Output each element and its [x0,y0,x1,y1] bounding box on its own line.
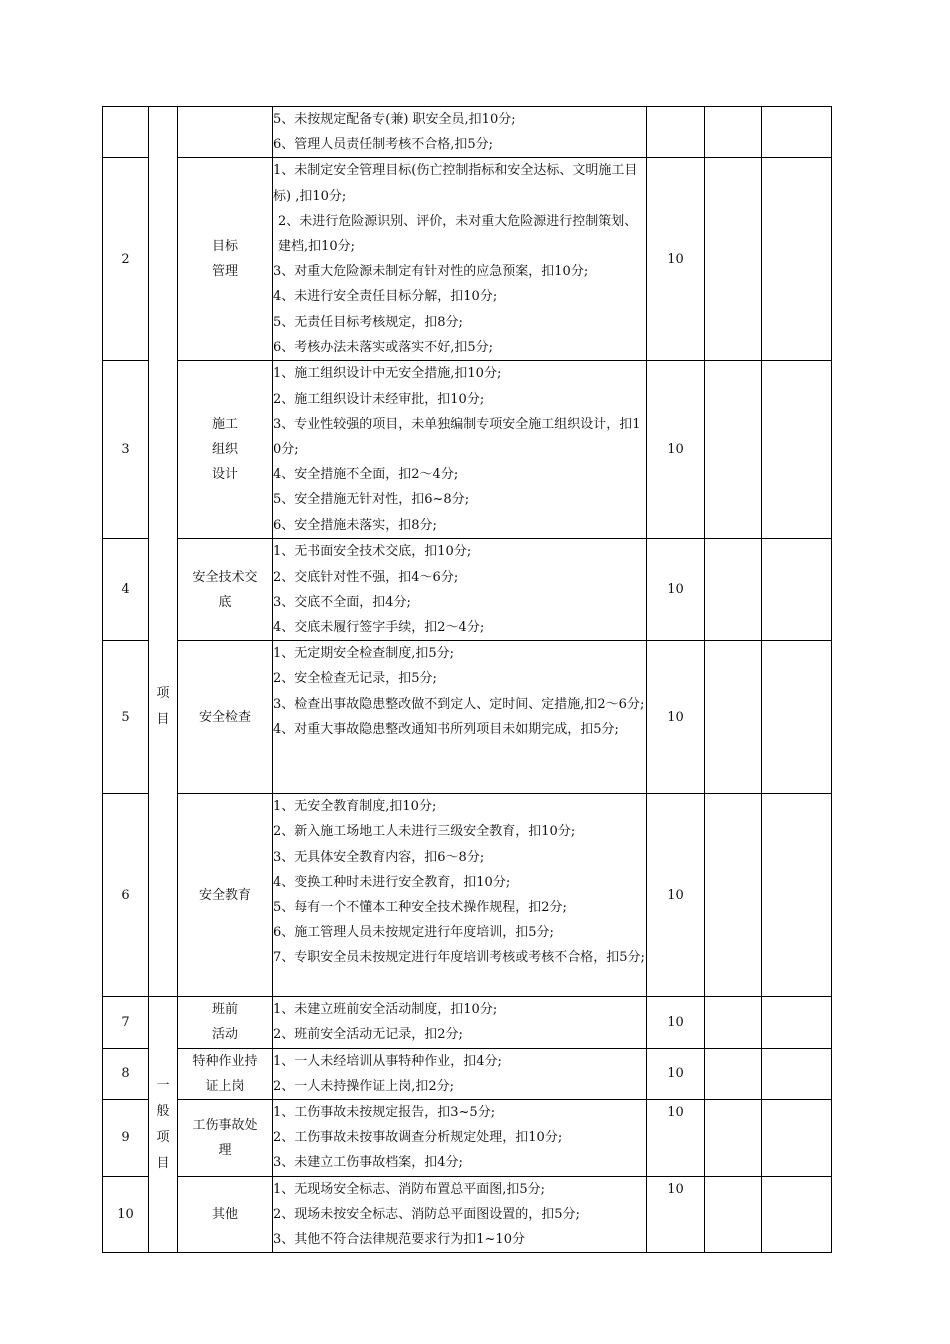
category-char: 般 [156,1103,170,1119]
standard-line: 6、施工管理人员未按规定进行年度培训，扣5分; [273,925,554,941]
row-number-cell: 7 [103,997,149,1048]
standard-line: 1、无安全教育制度,扣10分; [273,799,437,815]
standard-line: 3、对重大危险源未制定有针对性的应急预案，扣10分; [273,264,589,280]
standards-cell [273,158,647,361]
standard-line: 4、安全措施不全面，扣2～4分; [273,467,459,483]
standard-line: 3、检查出事故隐患整改做不到定人、定时间、定措施,扣2～6分; [273,696,645,712]
standard-line: 3、未建立工伤事故档案，扣4分; [273,1155,463,1171]
item-name-line: 活动 [211,1027,238,1043]
standard-line: 3、交底不全面，扣4分; [273,594,411,610]
standard-line: 2、施工组织设计未经审批，扣10分; [273,391,485,407]
item-name-cell [178,1100,273,1177]
standard-line: 1、未制定安全管理目标(伤亡控制指标和安全达标、文明施工目标) ,扣10分; [273,163,638,204]
item-name-cell [178,641,273,794]
standard-line: 2、班前安全活动无记录，扣2分; [273,1027,463,1043]
actual-score-cell [762,361,832,539]
row-number-cell: 3 [103,361,149,539]
standard-line: 2、安全检查无记录，扣5分; [273,671,437,687]
standard-line: 4、变换工种时未进行安全教育，扣10分; [273,874,511,890]
table-row [103,1100,832,1177]
actual-score-cell [762,997,832,1048]
item-name-line: 特种作业持 [192,1053,258,1069]
actual-score-cell [762,539,832,641]
score-cell [647,107,705,158]
standard-line: 3、无具体安全教育内容，扣6～8分; [273,849,485,865]
actual-score-cell [762,1100,832,1177]
item-name-cell [178,158,273,361]
actual-score-cell [762,107,832,158]
category-char: 一 [156,1077,170,1093]
deduction-cell [705,539,762,641]
table-row [103,158,832,361]
score-cell: 10 [647,158,705,361]
standard-line: 5、安全措施无针对性，扣6~8分; [273,492,470,508]
item-name-line: 安全技术交 [192,569,258,585]
standard-line: 4、对重大事故隐患整改通知书所列项目未如期完成，扣5分; [273,721,619,737]
table-row [103,1048,832,1099]
category-char: 项 [156,685,170,701]
table-row [103,1176,832,1253]
category-char: 目 [156,1155,170,1171]
deduction-cell [705,997,762,1048]
standard-line: 3、其他不符合法律规范要求行为扣1~10分 [273,1232,525,1248]
deduction-cell [705,1100,762,1177]
table-row [103,641,832,794]
standard-line: 1、工伤事故未按规定报告，扣3~5分; [273,1105,496,1121]
item-name-cell [178,539,273,641]
item-name-line: 其他 [211,1206,238,1222]
standard-line: 1、无现场安全标志、消防布置总平面图,扣5分; [273,1181,546,1197]
score-cell: 10 [647,539,705,641]
standards-cell [273,641,647,794]
table-row [103,107,832,158]
standard-line: 1、施工组织设计中无安全措施,扣10分; [273,366,502,382]
standard-line: 5、未按规定配备专(兼) 职安全员,扣10分; [273,112,516,127]
standards-cell [273,1176,647,1253]
standards-cell [273,997,647,1048]
standard-line: 2、一人未持操作证上岗,扣2分; [273,1078,455,1094]
deduction-cell [705,361,762,539]
item-name-cell [178,107,273,158]
standard-line: 5、每有一个不懂本工种安全技术操作规程，扣2分; [273,900,567,916]
item-name-line: 组织 [211,442,238,458]
item-name-line: 安全教育 [198,887,251,903]
category-cell-general [149,997,178,1253]
standards-cell [273,361,647,539]
row-number-cell [103,107,149,158]
item-name-cell [178,1048,273,1099]
standard-line: 6、考核办法未落实或落实不好,扣5分; [273,339,494,355]
row-number-cell: 5 [103,641,149,794]
score-cell: 10 [647,361,705,539]
standard-line: 1、无定期安全检查制度,扣5分; [273,646,455,662]
standards-cell [273,107,647,158]
standards-cell [273,1048,647,1099]
deduction-cell [705,1048,762,1099]
actual-score-cell [762,1176,832,1253]
standard-line: 2、交底针对性不强，扣4～6分; [273,569,459,585]
item-name-line: 工伤事故处 [192,1117,258,1133]
standard-line: 1、未建立班前安全活动制度，扣10分; [273,1002,498,1018]
standard-line: 4、交底未履行签字手续，扣2～4分; [273,620,485,636]
item-name-line: 安全检查 [198,709,251,725]
actual-score-cell [762,641,832,794]
item-name-line: 底 [218,594,232,610]
item-name-line: 证上岗 [205,1078,245,1094]
standard-line: 1、无书面安全技术交底，扣10分; [273,544,472,560]
standards-cell [273,1100,647,1177]
row-number-cell: 2 [103,158,149,361]
row-number-cell: 8 [103,1048,149,1099]
actual-score-cell [762,1048,832,1099]
row-number-cell: 6 [103,794,149,997]
item-name-line: 理 [218,1142,232,1158]
score-cell: 10 [647,1100,705,1177]
item-name-cell [178,361,273,539]
item-name-line: 设计 [211,467,238,483]
standard-line: 2、现场未按安全标志、消防总平面图设置的，扣5分; [273,1206,580,1222]
item-name-cell [178,794,273,997]
standard-line: 4、未进行安全责任目标分解，扣10分; [273,289,498,305]
deduction-cell [705,107,762,158]
table-row [103,361,832,539]
standards-cell [273,794,647,997]
item-name-line: 班前 [211,1002,238,1018]
score-cell: 10 [647,1176,705,1253]
actual-score-cell [762,158,832,361]
standard-line: 1、一人未经培训从事特种作业，扣4分; [273,1053,502,1069]
table-row [103,539,832,641]
safety-inspection-table [102,106,832,1253]
deduction-cell [705,641,762,794]
score-cell: 10 [647,1048,705,1099]
standard-line: 2、新入施工场地工人未进行三级安全教育，扣10分; [273,824,576,840]
score-cell: 10 [647,641,705,794]
table-row [103,794,832,997]
deduction-cell [705,794,762,997]
item-name-line: 施工 [211,417,238,433]
category-char: 目 [156,711,170,727]
standard-line: 3、专业性较强的项目，未单独编制专项安全施工组织设计，扣10分; [273,416,641,458]
item-name-cell [178,1176,273,1253]
category-cell-guarantee [149,107,178,997]
deduction-cell [705,1176,762,1253]
standard-line: 6、管理人员责任制考核不合格,扣5分; [273,137,494,153]
item-name-line: 目标 [211,239,238,255]
standard-line: 2、工伤事故未按事故调查分析规定处理，扣10分; [273,1130,563,1146]
standard-line: 7、专职安全员未按规定进行年度培训考核或考核不合格，扣5分; [273,950,645,966]
category-char: 项 [156,1129,170,1145]
row-number-cell: 9 [103,1100,149,1177]
table-row [103,997,832,1048]
standard-line: 5、无责任目标考核规定，扣8分; [273,314,463,330]
item-name-line: 管理 [211,264,238,280]
row-number-cell: 4 [103,539,149,641]
score-cell: 10 [647,997,705,1048]
actual-score-cell [762,794,832,997]
standard-line: 2、未进行危险源识别、评价，未对重大危险源进行控制策划、建档,扣10分; [278,213,638,255]
score-cell: 10 [647,794,705,997]
deduction-cell [705,158,762,361]
item-name-cell [178,997,273,1048]
standards-cell [273,539,647,641]
row-number-cell: 10 [103,1176,149,1253]
standard-line: 6、安全措施未落实，扣8分; [273,517,437,533]
